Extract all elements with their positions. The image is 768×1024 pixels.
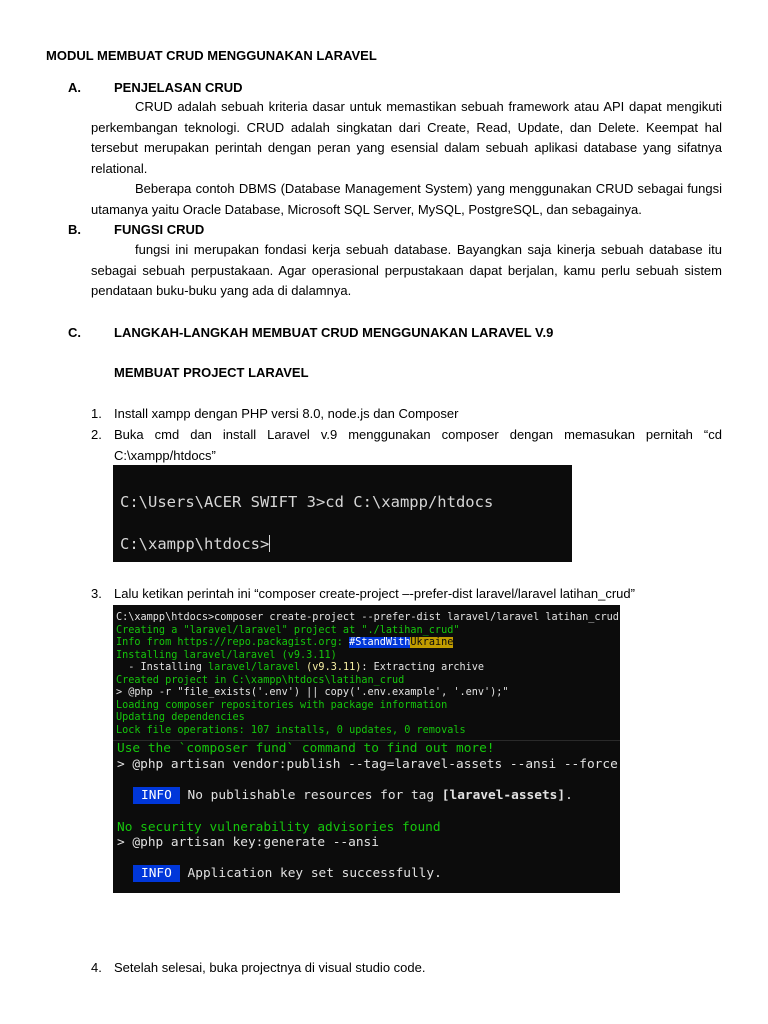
info-badge: INFO: [133, 787, 180, 804]
terminal-3-key-set: Application key set successfully.: [187, 866, 442, 881]
terminal-2-line-4: Installing laravel/laravel (v9.3.11): [116, 650, 337, 661]
section-b-body: [91, 240, 722, 302]
terminal-1-line-1: C:\Users\ACER SWIFT 3>cd C:\xampp/htdocs: [120, 493, 494, 511]
terminal-3-line-1: Use the `composer fund` command to find out more!: [117, 741, 495, 756]
terminal-2-version: (v9.3.11): [300, 662, 362, 673]
terminal-2-line-8: Loading composer repositories with package information: [116, 700, 448, 711]
terminal-2-line-10: Lock file operations: 107 installs, 0 updates, 0 removals: [116, 725, 466, 736]
terminal-2-line-2: Creating a "laravel/laravel" project at "./latihan_crud": [116, 625, 460, 636]
terminal-screenshot-cd: [113, 465, 572, 562]
step-2-text: Buka cmd dan install Laravel v.9 menggunakan composer dengan memasukan pernitah “cd C:\xampp/htdocs”: [114, 427, 722, 463]
terminal-2-package: laravel/laravel: [208, 662, 301, 673]
terminal-cursor-icon: [269, 535, 270, 552]
step-1-text: Install xampp dengan PHP versi 8.0, node.js dan Composer: [114, 406, 459, 421]
terminal-2-line-5: [116, 662, 484, 675]
terminal-2-line-9: Updating dependencies: [116, 712, 245, 723]
step-1-number: 1.: [91, 406, 102, 421]
section-a-label: A.: [68, 80, 81, 95]
step-3: [91, 584, 722, 605]
section-a-title: PENJELASAN CRUD: [114, 80, 243, 95]
step-4-number: 4.: [91, 960, 102, 975]
step-3-text: Lalu ketikan perintah ini “composer create-project –-prefer-dist laravel/laravel latihan_crud”: [114, 586, 635, 601]
section-b-paragraph-1: fungsi ini merupakan fondasi kerja sebuah database. Bayangkan saja kinerja sebuah database itu sebagai sebuah perpustakaan. Agar operasional perpustakaan dapat berjalan, kamu perlu sebuah sistem pendataan buku-buku yang ada di dalamnya.: [91, 242, 722, 298]
terminal-1-prompt: C:\xampp\htdocs>: [120, 535, 270, 553]
step-4-text: Setelah selesai, buka projectnya di visual studio code.: [114, 960, 426, 975]
terminal-2-line-1: C:\xampp\htdocs>composer create-project --prefer-dist laravel/laravel latihan_crud: [116, 612, 619, 623]
section-b-label: B.: [68, 222, 81, 237]
terminal-2-tag-ukraine: Ukraine: [410, 637, 454, 648]
terminal-2-extracting: : Extracting archive: [361, 662, 485, 673]
terminal-1-line-2: [120, 535, 270, 553]
step-1: [91, 404, 722, 425]
terminal-3-period: .: [565, 788, 573, 803]
section-a-paragraph-2: Beberapa contoh DBMS (Database Management System) yang menggunakan CRUD sebagai fungsi utamanya yaitu Oracle Database, Microsoft SQL Server, MySQL, PostgreSQL, dan sebagainya.: [91, 181, 722, 217]
step-3-number: 3.: [91, 586, 102, 601]
terminal-3-line-2: > @php artisan vendor:publish --tag=laravel-assets --ansi --force: [117, 757, 618, 772]
terminal-3-line-4: No security vulnerability advisories found: [117, 820, 441, 835]
step-4: [91, 958, 722, 979]
section-c-label: C.: [68, 325, 81, 340]
terminal-2-info-text: Info from https://repo.packagist.org:: [116, 637, 350, 648]
info-badge: INFO: [133, 865, 180, 882]
terminal-2-line-6: Created project in C:\xampp\htdocs\latihan_crud: [116, 675, 405, 686]
terminal-3-no-resources: No publishable resources for tag: [187, 788, 442, 803]
terminal-2-line-7: > @php -r "file_exists('.env') || copy('.env.example', '.env');": [116, 687, 509, 698]
terminal-3-tag: [laravel-assets]: [441, 788, 566, 803]
section-b-heading: [68, 222, 204, 237]
section-b-title: FUNGSI CRUD: [114, 222, 205, 237]
step-2-number: 2.: [91, 427, 102, 442]
terminal-3-line-5: > @php artisan key:generate --ansi: [117, 835, 379, 850]
section-a-heading: [68, 80, 243, 95]
section-c-heading: [68, 325, 553, 340]
terminal-screenshot-artisan: [113, 741, 620, 893]
terminal-2-tag-standwith: #StandWith: [349, 637, 411, 648]
terminal-2-installing: - Installing: [116, 662, 209, 673]
section-a-paragraph-1: CRUD adalah sebuah kriteria dasar untuk memastikan sebuah framework atau API dapat mengikuti perkembangan teknologi. CRUD adalah singkatan dari Create, Read, Update, dan Delete. Keempat hal tersebut merupakan perintah dengan peran yang esensial dalam sebuah aplikasi database yang sifatnya relational.: [91, 99, 722, 176]
terminal-2-line-3: [116, 637, 453, 650]
section-c-subheading: MEMBUAT PROJECT LARAVEL: [114, 365, 309, 380]
section-a-body: [91, 97, 722, 220]
terminal-3-line-3: [133, 788, 573, 803]
terminal-screenshot-create-project: [113, 605, 620, 741]
terminal-3-line-6: [133, 866, 442, 881]
document-title: MODUL MEMBUAT CRUD MENGGUNAKAN LARAVEL: [46, 48, 377, 63]
step-2: [91, 425, 722, 466]
section-c-title: LANGKAH-LANGKAH MEMBUAT CRUD MENGGUNAKAN LARAVEL V.9: [114, 325, 554, 340]
